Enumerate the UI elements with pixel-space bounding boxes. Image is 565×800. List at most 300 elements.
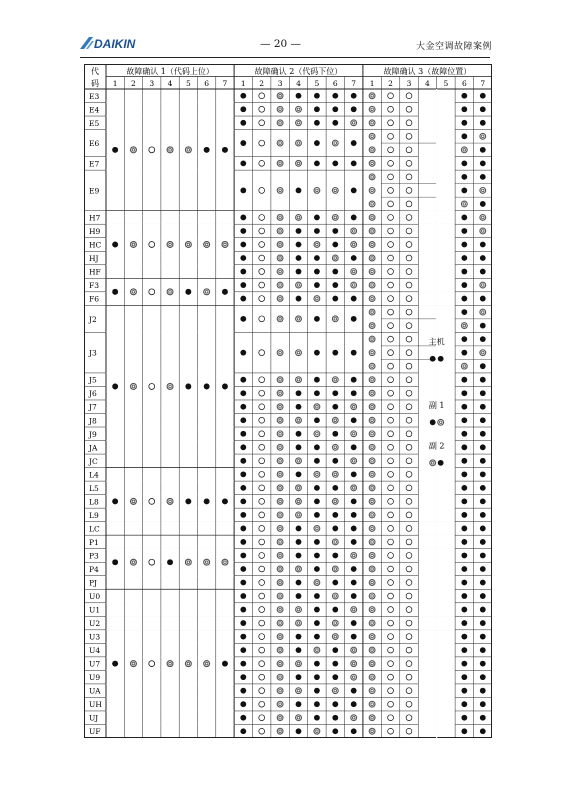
filled-dot-icon: [296, 580, 302, 586]
double-circle-icon: [371, 189, 374, 192]
double-circle-icon: [279, 703, 282, 706]
double-circle-icon: [132, 149, 135, 152]
filled-dot-icon: [461, 174, 467, 180]
open-circle-icon: [259, 728, 265, 734]
open-circle-icon: [149, 661, 155, 667]
open-circle-icon: [388, 323, 394, 329]
double-circle-icon: [463, 365, 466, 368]
filled-dot-icon: [461, 350, 467, 356]
open-circle-icon: [388, 160, 394, 166]
open-circle-icon: [406, 688, 412, 694]
double-circle-icon: [224, 561, 227, 564]
filled-dot-icon: [480, 417, 486, 423]
filled-dot-icon: [240, 661, 246, 667]
filled-dot-icon: [112, 147, 118, 153]
filled-dot-icon: [314, 715, 320, 721]
double-circle-icon: [316, 297, 319, 300]
double-circle-icon: [371, 378, 374, 381]
filled-dot-icon: [480, 201, 486, 207]
open-circle-icon: [406, 390, 412, 396]
double-circle-icon: [371, 689, 374, 692]
filled-dot-icon: [461, 282, 467, 288]
double-circle-icon: [481, 351, 484, 354]
double-circle-icon: [297, 216, 300, 219]
double-circle-icon: [371, 676, 374, 679]
filled-dot-icon: [314, 444, 320, 450]
filled-dot-icon: [461, 553, 467, 559]
filled-dot-icon: [351, 215, 357, 221]
double-circle-icon: [371, 635, 374, 638]
filled-dot-icon: [240, 188, 246, 194]
double-circle-icon: [297, 162, 300, 165]
filled-dot-icon: [314, 688, 320, 694]
filled-dot-icon: [222, 498, 228, 504]
open-circle-icon: [259, 417, 265, 423]
open-circle-icon: [388, 174, 394, 180]
column-number: 7: [222, 79, 228, 88]
code-label: HJ: [89, 254, 99, 264]
open-circle-icon: [259, 255, 265, 261]
double-circle-icon: [352, 122, 355, 125]
filled-dot-icon: [351, 160, 357, 166]
filled-dot-icon: [480, 701, 486, 707]
filled-dot-icon: [314, 215, 320, 221]
double-circle-icon: [169, 149, 172, 152]
double-circle-icon: [316, 189, 319, 192]
filled-dot-icon: [351, 444, 357, 450]
double-circle-icon: [279, 108, 282, 111]
filled-dot-icon: [480, 296, 486, 302]
open-circle-icon: [388, 255, 394, 261]
filled-dot-icon: [314, 228, 320, 234]
double-circle-icon: [371, 257, 374, 260]
code-label: J3: [89, 348, 97, 358]
code-label: P3: [89, 551, 99, 561]
double-circle-icon: [132, 291, 135, 294]
filled-dot-icon: [314, 539, 320, 545]
filled-dot-icon: [296, 431, 302, 437]
open-circle-icon: [388, 471, 394, 477]
double-circle-icon: [279, 716, 282, 719]
filled-dot-icon: [480, 269, 486, 275]
double-circle-icon: [334, 568, 337, 571]
filled-dot-icon: [240, 485, 246, 491]
filled-dot-icon: [314, 377, 320, 383]
code-label: F6: [89, 294, 99, 304]
double-circle-icon: [279, 142, 282, 145]
filled-dot-icon: [461, 728, 467, 734]
double-circle-icon: [169, 291, 172, 294]
open-circle-icon: [406, 661, 412, 667]
filled-dot-icon: [296, 93, 302, 99]
filled-dot-icon: [204, 498, 210, 504]
double-circle-icon: [371, 122, 374, 125]
code-label: U4: [89, 646, 101, 656]
open-circle-icon: [388, 512, 394, 518]
filled-dot-icon: [461, 269, 467, 275]
double-circle-icon: [371, 338, 374, 341]
double-circle-icon: [279, 527, 282, 530]
open-circle-icon: [406, 431, 412, 437]
double-circle-icon: [334, 419, 337, 422]
filled-dot-icon: [461, 580, 467, 586]
unit-label: 副 2: [428, 441, 445, 451]
open-circle-icon: [259, 634, 265, 640]
double-circle-icon: [297, 460, 300, 463]
open-circle-icon: [259, 580, 265, 586]
double-circle-icon: [297, 378, 300, 381]
open-circle-icon: [388, 620, 394, 626]
filled-dot-icon: [332, 390, 338, 396]
filled-dot-icon: [332, 647, 338, 653]
group-title: 故障确认 3（故障位置）: [383, 67, 472, 76]
filled-dot-icon: [461, 404, 467, 410]
open-circle-icon: [388, 634, 394, 640]
double-circle-icon: [279, 689, 282, 692]
code-label: H9: [89, 226, 101, 236]
double-circle-icon: [297, 689, 300, 692]
filled-dot-icon: [461, 309, 467, 315]
filled-dot-icon: [296, 539, 302, 545]
code-label: P4: [89, 564, 99, 574]
filled-dot-icon: [480, 620, 486, 626]
filled-dot-icon: [461, 512, 467, 518]
column-number: 2: [388, 79, 393, 88]
filled-dot-icon: [240, 553, 246, 559]
filled-dot-icon: [332, 431, 338, 437]
open-circle-icon: [259, 106, 265, 112]
open-circle-icon: [406, 228, 412, 234]
open-circle-icon: [259, 471, 265, 477]
filled-dot-icon: [222, 147, 228, 153]
filled-dot-icon: [240, 120, 246, 126]
double-circle-icon: [279, 487, 282, 490]
column-number: 5: [185, 79, 191, 88]
open-circle-icon: [259, 715, 265, 721]
double-circle-icon: [297, 284, 300, 287]
double-circle-icon: [205, 662, 208, 665]
filled-dot-icon: [461, 688, 467, 694]
filled-dot-icon: [240, 404, 246, 410]
open-circle-icon: [406, 539, 412, 545]
column-number: 4: [425, 79, 430, 88]
column-number: 3: [149, 79, 155, 88]
double-circle-icon: [334, 446, 337, 449]
filled-dot-icon: [461, 215, 467, 221]
brand-name: DAIKIN: [94, 37, 136, 50]
filled-dot-icon: [461, 242, 467, 248]
fault-code-table: [84, 64, 492, 738]
filled-dot-icon: [461, 607, 467, 613]
filled-dot-icon: [222, 289, 228, 295]
filled-dot-icon: [351, 580, 357, 586]
filled-dot-icon: [296, 390, 302, 396]
filled-dot-icon: [461, 715, 467, 721]
filled-dot-icon: [480, 566, 486, 572]
column-number: 7: [351, 79, 357, 88]
open-circle-icon: [259, 188, 265, 194]
double-circle-icon: [279, 608, 282, 611]
code-label: J9: [89, 429, 97, 439]
filled-dot-icon: [461, 106, 467, 112]
filled-dot-icon: [240, 688, 246, 694]
open-circle-icon: [259, 228, 265, 234]
filled-dot-icon: [185, 498, 191, 504]
double-circle-icon: [334, 257, 337, 260]
filled-dot-icon: [296, 228, 302, 234]
open-circle-icon: [388, 296, 394, 302]
open-circle-icon: [406, 674, 412, 680]
filled-dot-icon: [240, 498, 246, 504]
filled-dot-icon: [314, 140, 320, 146]
open-circle-icon: [259, 316, 265, 322]
open-circle-icon: [388, 553, 394, 559]
open-circle-icon: [388, 120, 394, 126]
code-label: U9: [89, 673, 101, 683]
double-circle-icon: [279, 318, 282, 321]
filled-dot-icon: [461, 566, 467, 572]
open-circle-icon: [406, 701, 412, 707]
filled-dot-icon: [240, 431, 246, 437]
double-circle-icon: [352, 284, 355, 287]
filled-dot-icon: [112, 289, 118, 295]
filled-dot-icon: [461, 620, 467, 626]
filled-dot-icon: [332, 228, 338, 234]
open-circle-icon: [406, 188, 412, 194]
open-circle-icon: [406, 593, 412, 599]
filled-dot-icon: [461, 133, 467, 139]
filled-dot-icon: [461, 228, 467, 234]
filled-dot-icon: [240, 255, 246, 261]
open-circle-icon: [388, 350, 394, 356]
open-circle-icon: [388, 498, 394, 504]
open-circle-icon: [406, 526, 412, 532]
filled-dot-icon: [296, 674, 302, 680]
double-circle-icon: [334, 689, 337, 692]
filled-dot-icon: [296, 242, 302, 248]
filled-dot-icon: [222, 384, 228, 390]
double-circle-icon: [279, 473, 282, 476]
double-circle-icon: [279, 216, 282, 219]
open-circle-icon: [406, 580, 412, 586]
filled-dot-icon: [240, 620, 246, 626]
double-circle-icon: [169, 662, 172, 665]
double-circle-icon: [481, 135, 484, 138]
column-number: 6: [204, 79, 210, 88]
double-circle-icon: [371, 649, 374, 652]
filled-dot-icon: [167, 559, 173, 565]
filled-dot-icon: [480, 593, 486, 599]
code-label: J5: [89, 375, 97, 385]
code-label: U2: [89, 619, 101, 629]
double-circle-icon: [279, 460, 282, 463]
open-circle-icon: [388, 215, 394, 221]
book-title: 大金空调故障案例: [415, 42, 492, 52]
header-rule: [80, 57, 490, 58]
open-circle-icon: [259, 620, 265, 626]
filled-dot-icon: [351, 620, 357, 626]
code-label: JC: [89, 456, 98, 466]
open-circle-icon: [388, 444, 394, 450]
double-circle-icon: [371, 162, 374, 165]
double-circle-icon: [352, 230, 355, 233]
filled-dot-icon: [314, 593, 320, 599]
filled-dot-icon: [314, 269, 320, 275]
double-circle-icon: [297, 608, 300, 611]
double-circle-icon: [371, 284, 374, 287]
open-circle-icon: [388, 228, 394, 234]
filled-dot-icon: [480, 553, 486, 559]
open-circle-icon: [149, 559, 155, 565]
double-circle-icon: [334, 142, 337, 145]
double-circle-icon: [334, 378, 337, 381]
open-circle-icon: [259, 296, 265, 302]
filled-dot-icon: [240, 106, 246, 112]
filled-dot-icon: [480, 106, 486, 112]
double-circle-icon: [297, 419, 300, 422]
filled-dot-icon: [314, 634, 320, 640]
filled-dot-icon: [296, 404, 302, 410]
open-circle-icon: [388, 580, 394, 586]
open-circle-icon: [406, 647, 412, 653]
double-circle-icon: [316, 405, 319, 408]
filled-dot-icon: [332, 269, 338, 275]
double-circle-icon: [352, 608, 355, 611]
open-circle-icon: [388, 458, 394, 464]
double-circle-icon: [279, 446, 282, 449]
filled-dot-icon: [296, 255, 302, 261]
filled-dot-icon: [480, 174, 486, 180]
double-circle-icon: [371, 297, 374, 300]
filled-dot-icon: [240, 93, 246, 99]
double-circle-icon: [352, 460, 355, 463]
double-circle-icon: [371, 311, 374, 314]
double-circle-icon: [297, 487, 300, 490]
double-circle-icon: [334, 541, 337, 544]
double-circle-icon: [279, 595, 282, 598]
filled-dot-icon: [112, 661, 118, 667]
open-circle-icon: [406, 120, 412, 126]
open-circle-icon: [388, 269, 394, 275]
double-circle-icon: [297, 622, 300, 625]
filled-dot-icon: [351, 316, 357, 322]
double-circle-icon: [371, 554, 374, 557]
filled-dot-icon: [351, 512, 357, 518]
open-circle-icon: [259, 688, 265, 694]
filled-dot-icon: [332, 106, 338, 112]
open-circle-icon: [406, 201, 412, 207]
column-number: 1: [240, 79, 246, 88]
filled-dot-icon: [332, 282, 338, 288]
double-circle-icon: [279, 541, 282, 544]
double-circle-icon: [371, 324, 374, 327]
open-circle-icon: [406, 363, 412, 369]
double-circle-icon: [279, 676, 282, 679]
open-circle-icon: [406, 160, 412, 166]
filled-dot-icon: [351, 417, 357, 423]
filled-dot-icon: [461, 377, 467, 383]
filled-dot-icon: [480, 634, 486, 640]
double-circle-icon: [371, 446, 374, 449]
double-circle-icon: [187, 149, 190, 152]
filled-dot-icon: [332, 120, 338, 126]
filled-dot-icon: [296, 701, 302, 707]
open-circle-icon: [406, 336, 412, 342]
open-circle-icon: [388, 417, 394, 423]
filled-dot-icon: [296, 647, 302, 653]
double-circle-icon: [224, 243, 227, 246]
open-circle-icon: [259, 661, 265, 667]
double-circle-icon: [279, 257, 282, 260]
filled-dot-icon: [480, 390, 486, 396]
filled-dot-icon: [461, 417, 467, 423]
open-circle-icon: [259, 701, 265, 707]
open-circle-icon: [259, 647, 265, 653]
double-circle-icon: [371, 230, 374, 233]
filled-dot-icon: [204, 147, 210, 153]
double-circle-icon: [205, 561, 208, 564]
double-circle-icon: [371, 716, 374, 719]
double-circle-icon: [371, 568, 374, 571]
open-circle-icon: [388, 539, 394, 545]
filled-dot-icon: [351, 377, 357, 383]
filled-dot-icon: [240, 390, 246, 396]
filled-dot-icon: [112, 498, 118, 504]
open-circle-icon: [259, 553, 265, 559]
code-label: LC: [89, 524, 100, 534]
filled-dot-icon: [480, 647, 486, 653]
double-circle-icon: [371, 149, 374, 152]
open-circle-icon: [149, 289, 155, 295]
code-label: JA: [89, 443, 98, 453]
double-circle-icon: [352, 270, 355, 273]
code-label: P1: [89, 537, 99, 547]
code-label: L5: [89, 483, 99, 493]
filled-dot-icon: [461, 120, 467, 126]
filled-dot-icon: [351, 688, 357, 694]
filled-dot-icon: [314, 607, 320, 613]
double-circle-icon: [279, 122, 282, 125]
double-circle-icon: [371, 703, 374, 706]
code-label: L4: [89, 470, 99, 480]
column-number: 4: [296, 79, 301, 88]
open-circle-icon: [149, 384, 155, 390]
open-circle-icon: [388, 106, 394, 112]
open-circle-icon: [259, 377, 265, 383]
double-circle-icon: [279, 514, 282, 517]
open-circle-icon: [388, 701, 394, 707]
filled-dot-icon: [240, 647, 246, 653]
open-circle-icon: [259, 93, 265, 99]
double-circle-icon: [132, 385, 135, 388]
filled-dot-icon: [332, 404, 338, 410]
filled-dot-icon: [296, 634, 302, 640]
open-circle-icon: [259, 485, 265, 491]
code-label: E7: [89, 159, 100, 169]
open-circle-icon: [259, 674, 265, 680]
double-circle-icon: [371, 595, 374, 598]
double-circle-icon: [334, 595, 337, 598]
open-circle-icon: [259, 120, 265, 126]
filled-dot-icon: [204, 384, 210, 390]
filled-dot-icon: [461, 160, 467, 166]
filled-dot-icon: [332, 715, 338, 721]
filled-dot-icon: [461, 458, 467, 464]
double-circle-icon: [371, 527, 374, 530]
code-label: H7: [89, 213, 101, 223]
filled-dot-icon: [240, 282, 246, 288]
filled-dot-icon: [296, 296, 302, 302]
